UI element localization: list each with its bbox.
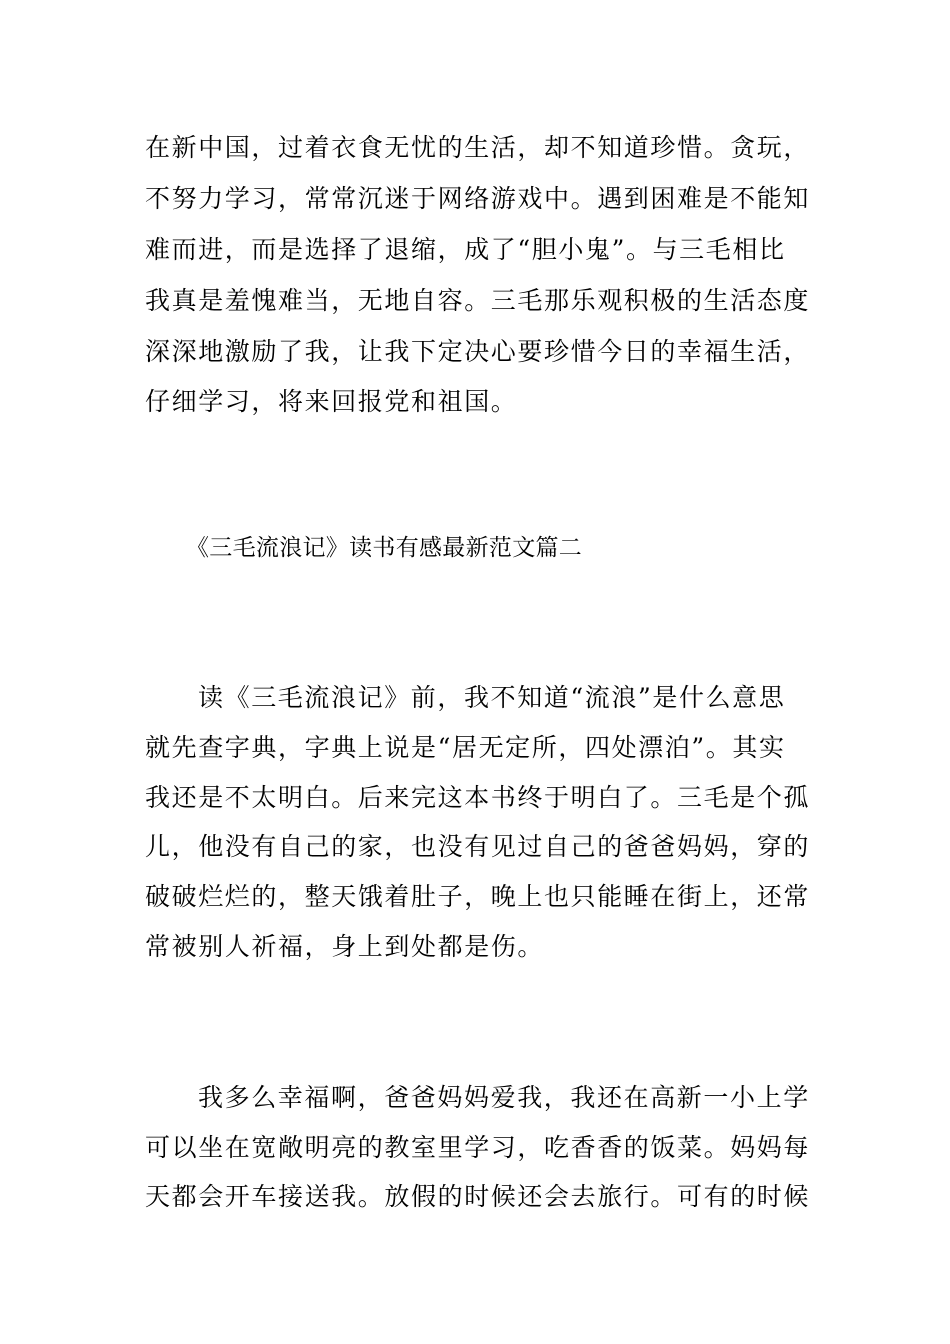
paragraph-line: 我多么幸福啊，爸爸妈妈爱我，我还在高新一小上学 [198, 1083, 810, 1112]
paragraph-line: 可以坐在宽敞明亮的教室里学习，吃香香的饭菜。妈妈每 [145, 1133, 811, 1162]
paragraph-line: 在新中国，过着衣食无忧的生活，却不知道珍惜。贪玩， [145, 133, 811, 162]
paragraph-line: 读《三毛流浪记》前，我不知道“流浪”是什么意思 [198, 683, 786, 712]
section-heading: 《三毛流浪记》读书有感最新范文篇二 [186, 535, 583, 561]
paragraph-line: 破破烂烂的，整天饿着肚子，晚上也只能睡在街上，还常 [145, 882, 811, 911]
paragraph-line: 仔细学习，将来回报党和祖国。 [145, 387, 518, 416]
paragraph-line: 常被别人祈福，身上到处都是伤。 [145, 932, 545, 961]
paragraph-line: 就先查字典，字典上说是“居无定所，四处漂泊”。其实 [145, 733, 786, 762]
paragraph-line: 我真是羞愧难当，无地自容。三毛那乐观积极的生活态度 [145, 286, 811, 315]
paragraph-line: 深深地激励了我，让我下定决心要珍惜今日的幸福生活， [145, 337, 811, 366]
paragraph-line: 不努力学习，常常沉迷于网络游戏中。遇到困难是不能知 [145, 184, 811, 213]
paragraph-line: 我还是不太明白。后来完这本书终于明白了。三毛是个孤 [145, 783, 811, 812]
paragraph-line: 天都会开车接送我。放假的时候还会去旅行。可有的时候 [145, 1182, 811, 1211]
paragraph-line: 难而进，而是选择了退缩，成了“胆小鬼”。与三毛相比 [145, 235, 786, 264]
paragraph-line: 儿，他没有自己的家，也没有见过自己的爸爸妈妈，穿的 [145, 832, 811, 861]
